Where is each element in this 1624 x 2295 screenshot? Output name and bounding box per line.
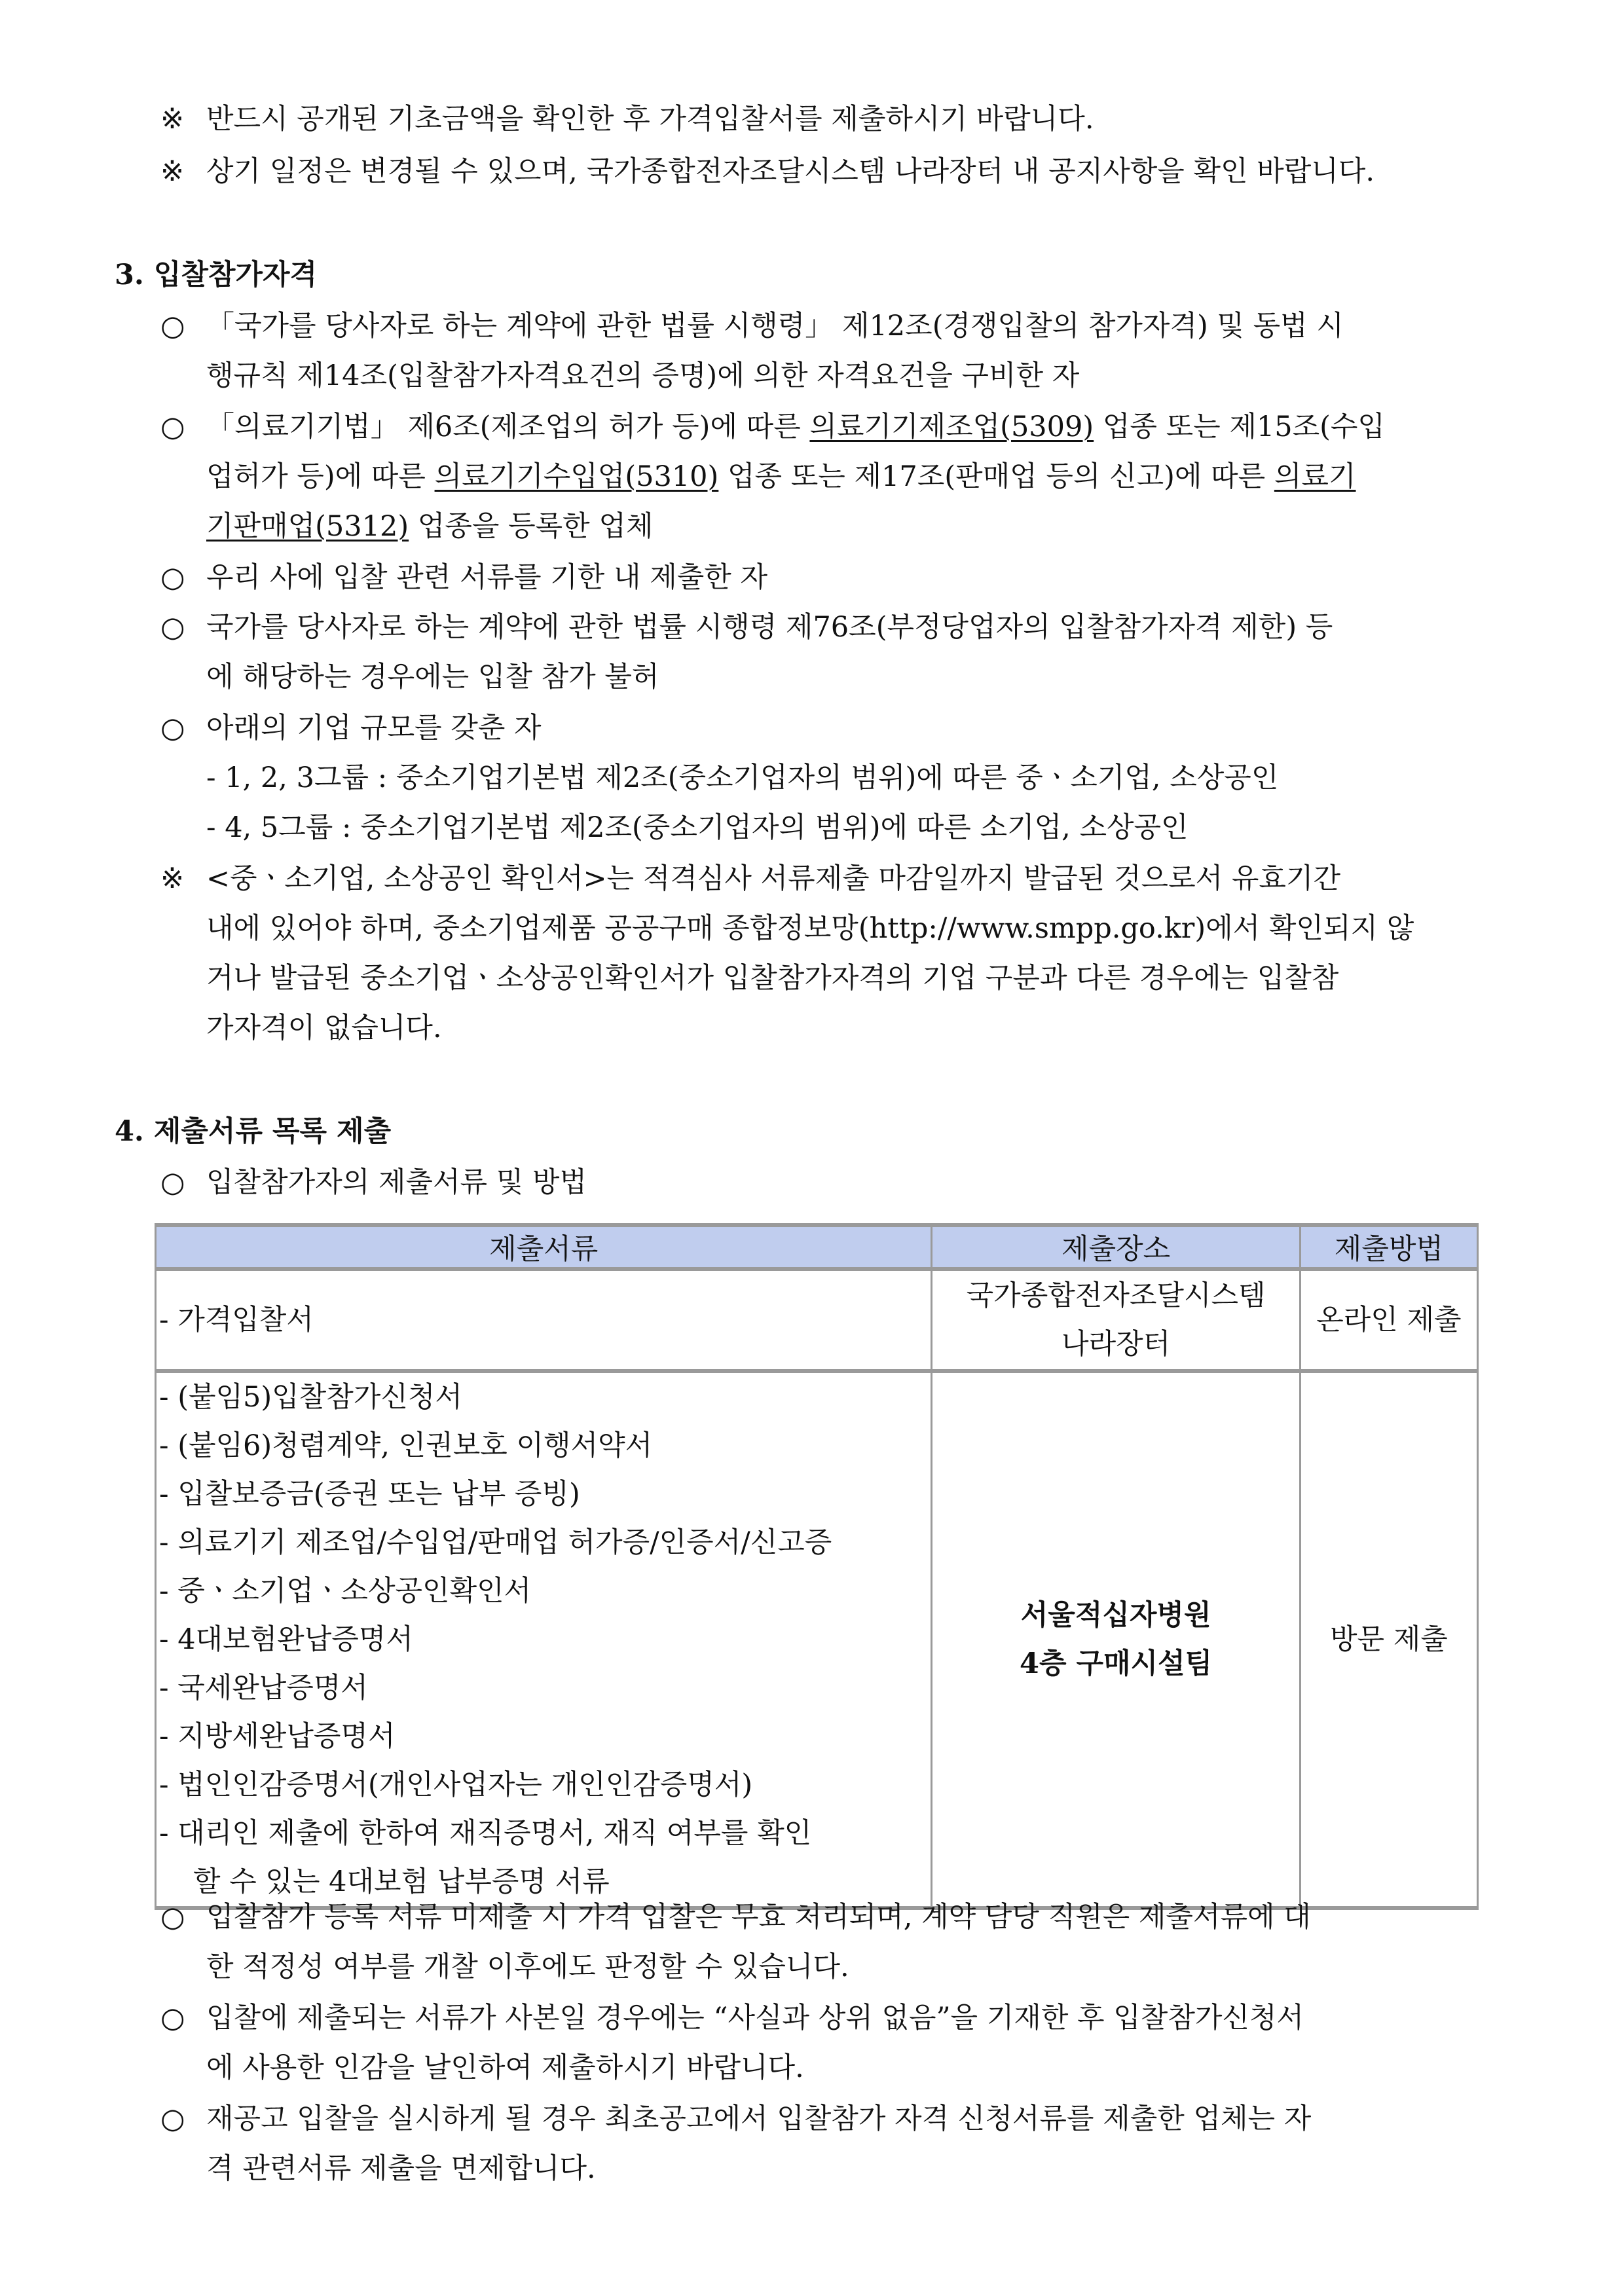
header-method: 제출방법 xyxy=(1300,1225,1477,1269)
company-size-group-4-5: - 4, 5그룹 : 중소기업기본법 제2조(중소기업자의 범위)에 따른 소기업, 소상공인 xyxy=(206,811,1189,844)
header-documents: 제출서류 xyxy=(156,1225,932,1269)
sme-certificate-note-line3: 거나 발급된 중소기업ㆍ소상공인확인서가 입찰참가자격의 기업 구분과 다른 경우에는 입찰참 xyxy=(206,962,1339,995)
reference-mark-icon: ※ xyxy=(160,103,185,136)
section-4-title: 4. 제출서류 목록 제출 xyxy=(115,1115,392,1148)
document-item: - 법인인감증명서(개인사업자는 개인인감증명서) xyxy=(159,1769,753,1801)
note-basic-amount: ※ 반드시 공개된 기초금액을 확인한 후 가격입찰서를 제출하시기 바랍니다. xyxy=(160,100,1094,139)
after-note-3-line2: 격 관련서류 제출을 면제합니다. xyxy=(206,2152,596,2185)
circle-bullet-icon: ○ xyxy=(160,561,185,594)
table-header-row xyxy=(156,1225,1478,1269)
reference-mark-icon: ※ xyxy=(160,862,185,895)
document-item: - (붙임6)청렴계약, 인권보호 이행서약서 xyxy=(159,1429,653,1462)
company-size-group-1-3: - 1, 2, 3그룹 : 중소기업기본법 제2조(중소기업자의 범위)에 따른 중ㆍ소기업, 소상공인 xyxy=(206,762,1279,794)
submission-documents-table xyxy=(155,1223,1479,1910)
table-row xyxy=(156,1371,1478,1908)
eligibility-item-4-line1: ○ 국가를 당사자로 하는 계약에 관한 법률 시행령 제76조(부정당업자의 입찰참가자격 제한) 등 xyxy=(160,608,1333,647)
place-cell: 국가종합전자조달시스템 나라장터 xyxy=(932,1269,1300,1371)
document-item: - 의료기기 제조업/수입업/판매업 허가증/인증서/신고증 xyxy=(159,1526,832,1559)
documents-cell xyxy=(156,1371,932,1908)
after-note-1-line1: ○ 입찰참가 등록 서류 미제출 시 가격 입찰은 무효 처리되며, 계약 담당 직원은 제출서류에 대 xyxy=(160,1898,1311,1937)
documents-cell: - 가격입찰서 xyxy=(156,1269,932,1371)
circle-bullet-icon: ○ xyxy=(160,1901,185,1934)
underlined-business-code: 의료기기제조업(5309) xyxy=(809,411,1094,443)
document-item-continuation: 할 수 있는 4대보험 납부증명 서류 xyxy=(193,1865,610,1898)
eligibility-item-1-line1: ○ 「국가를 당사자로 하는 계약에 관한 법률 시행령」 제12조(경쟁입찰의 참가자격) 및 동법 시 xyxy=(160,306,1344,346)
submission-intro: ○ 입찰참가자의 제출서류 및 방법 xyxy=(160,1163,587,1202)
sme-certificate-note-line2: 내에 있어야 하며, 중소기업제품 공공구매 종합정보망(http://www.smpp.go.kr)에서 확인되지 않 xyxy=(206,912,1414,945)
sme-certificate-note-line1: ※ <중ㆍ소기업, 소상공인 확인서>는 적격심사 서류제출 마감일까지 발급된 것으로서 유효기간 xyxy=(160,859,1340,898)
circle-bullet-icon: ○ xyxy=(160,712,185,744)
underlined-business-code: 의료기 xyxy=(1274,460,1356,493)
circle-bullet-icon: ○ xyxy=(160,2002,185,2034)
circle-bullet-icon: ○ xyxy=(160,611,185,644)
circle-bullet-icon: ○ xyxy=(160,2102,185,2135)
eligibility-item-2-line3: 기판매업(5312) 업종을 등록한 업체 xyxy=(206,510,654,543)
document-item: - 국세완납증명서 xyxy=(159,1672,368,1704)
document-item: - 입찰보증금(증권 또는 납부 증빙) xyxy=(159,1478,580,1511)
eligibility-item-2-line1: ○ 「의료기기법」 제6조(제조업의 허가 등)에 따른 의료기기제조업(5309) 업종 또는 제15조(수입 xyxy=(160,407,1385,447)
underlined-business-code: 의료기기수입업(5310) xyxy=(434,460,719,493)
eligibility-item-1-line2: 행규칙 제14조(입찰참가자격요건의 증명)에 의한 자격요건을 구비한 자 xyxy=(206,359,1080,392)
document-item: - (붙임5)입찰참가신청서 xyxy=(159,1381,462,1414)
note-schedule-change: ※ 상기 일정은 변경될 수 있으며, 국가종합전자조달시스템 나라장터 내 공지사항을 확인 바랍니다. xyxy=(160,152,1375,191)
underlined-business-code: 기판매업(5312) xyxy=(206,510,409,543)
method-cell: 온라인 제출 xyxy=(1300,1269,1477,1371)
section-3-title: 3. 입찰참가자격 xyxy=(115,259,318,291)
table-row xyxy=(156,1269,1478,1371)
after-note-2-line2: 에 사용한 인감을 날인하여 제출하시기 바랍니다. xyxy=(206,2051,804,2084)
method-cell: 방문 제출 xyxy=(1300,1371,1477,1908)
circle-bullet-icon: ○ xyxy=(160,310,185,342)
document-item: - 대리인 제출에 한하여 재직증명서, 재직 여부를 확인 xyxy=(159,1817,812,1850)
circle-bullet-icon: ○ xyxy=(160,411,185,443)
eligibility-item-5: ○ 아래의 기업 규모를 갖춘 자 xyxy=(160,708,542,748)
header-place: 제출장소 xyxy=(932,1225,1300,1269)
sme-certificate-note-line4: 가자격이 없습니다. xyxy=(206,1012,442,1044)
eligibility-item-3: ○ 우리 사에 입찰 관련 서류를 기한 내 제출한 자 xyxy=(160,558,767,597)
document-item: - 지방세완납증명서 xyxy=(159,1720,396,1753)
after-note-1-line2: 한 적정성 여부를 개찰 이후에도 판정할 수 있습니다. xyxy=(206,1951,849,1983)
document-item: - 4대보험완납증명서 xyxy=(159,1623,413,1656)
document-item: - 중ㆍ소기업ㆍ소상공인확인서 xyxy=(159,1575,532,1607)
place-cell: 서울적십자병원 4층 구매시설팀 xyxy=(932,1371,1300,1908)
after-note-3-line1: ○ 재공고 입찰을 실시하게 될 경우 최초공고에서 입찰참가 자격 신청서류를 제출한 업체는 자 xyxy=(160,2099,1311,2139)
after-note-2-line1: ○ 입찰에 제출되는 서류가 사본일 경우에는 “사실과 상위 없음”을 기재한 후 입찰참가신청서 xyxy=(160,1998,1304,2038)
reference-mark-icon: ※ xyxy=(160,155,185,188)
eligibility-item-2-line2: 업허가 등)에 따른 의료기기수입업(5310) 업종 또는 제17조(판매업 등의 신고)에 따른 의료기 xyxy=(206,460,1356,493)
circle-bullet-icon: ○ xyxy=(160,1166,185,1199)
eligibility-item-4-line2: 에 해당하는 경우에는 입찰 참가 불허 xyxy=(206,661,659,693)
